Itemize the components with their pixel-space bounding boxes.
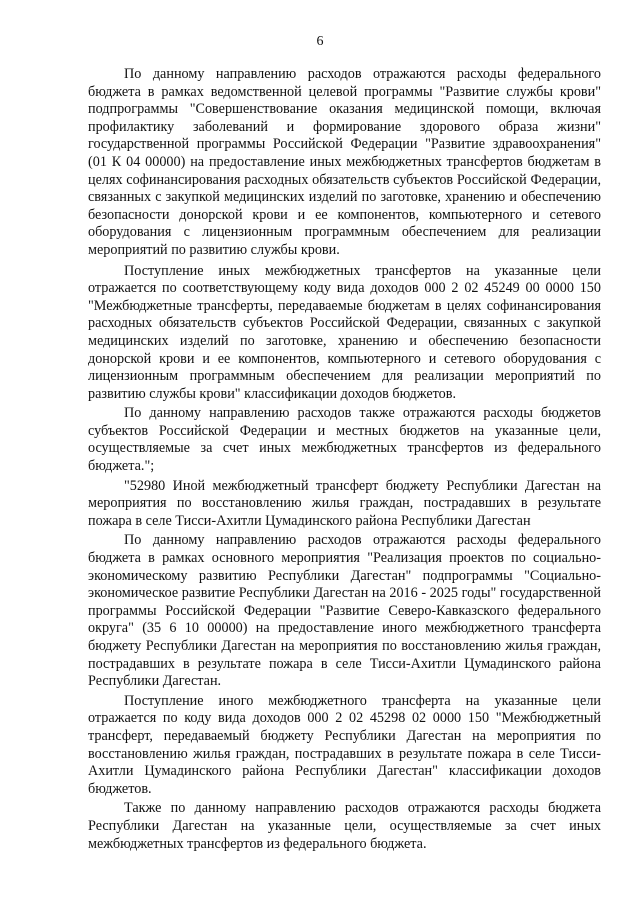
paragraph-blood-service-income: Поступление иных межбюджетных трансфертов на указанные цели отражается по соответствующему коду вида доходов 000 2 02 45249 00 0000 150 "Межбюджетные трансферты, передаваемые бюджетам в целях софинансирования расходных обязательств субъектов Российской Федерации, связанных с закупкой медицинских изделий по заготовке, хранению и обеспечению безопасности донорской крови и ее компонентов, компьютерного и сетевого оборудования с лицензионным программным обеспечением для реализации мероприятий по развитию службы крови" классификации доходов бюджетов. <box>88 262 601 402</box>
page-number: 6 <box>316 34 324 49</box>
paragraph-dagestan-income: Поступление иного межбюджетного трансферта на указанные цели отражается по коду вида доходов 000 2 02 45298 02 0000 150 "Межбюджетный трансферт, передаваемый бюджету Республики Дагестан на мероприятия по восстановлению жилья граждан, пострадавших в результате пожара в селе Тисси-Ахитли Цумадинского района Республики Дагестан" классификации доходов бюджетов. <box>88 692 601 797</box>
paragraph-code-52980-heading: "52980 Иной межбюджетный трансферт бюджету Республики Дагестан на мероприятия по восстановлению жилья граждан, пострадавших в результате пожара в селе Тисси-Ахитли Цумадинского района Республики Дагестан <box>88 477 601 529</box>
paragraph-dagestan-budget-expenses: Также по данному направлению расходов отражаются расходы бюджета Республики Дагестан на указанные цели, осуществляемые за счет иных межбюджетных трансфертов из федерального бюджета. <box>88 800 601 852</box>
paragraph-dagestan-expenses: По данному направлению расходов отражаются расходы федерального бюджета в рамках основного мероприятия "Реализация проектов по социально-экономическому развитию Республики Дагестан" подпрограммы "Социально-экономическое развитие Республики Дагестан на 2016 - 2025 годы" государственной программы Российской Федерации "Развитие Северо-Кавказского федерального округа" (35 6 10 00000) на предоставление иного межбюджетного трансферта бюджету Республики Дагестан на мероприятия по восстановлению жилья граждан, пострадавших в результате пожара в селе Тисси-Ахитли Цумадинского района Республики Дагестан. <box>88 532 601 690</box>
paragraph-blood-service-expenses: По данному направлению расходов отражаются расходы федерального бюджета в рамках ведомственной целевой программы "Развитие службы крови" подпрограммы "Совершенствование оказания медицинской помощи, включая профилактику заболеваний и формирование здорового образа жизни" государственной программы Российской Федерации "Развитие здравоохранения" (01 К 04 00000) на предоставление иных межбюджетных трансфертов бюджетам в целях софинансирования расходных обязательств субъектов Российской Федерации, связанных с закупкой медицинских изделий по заготовке, хранению и обеспечению безопасности донорской крови и ее компонентов, компьютерного и сетевого оборудования с лицензионным программным обеспечением для реализации мероприятий по развитию службы крови. <box>88 66 601 258</box>
document-body <box>88 66 601 853</box>
paragraph-regional-budgets: По данному направлению расходов также отражаются расходы бюджетов субъектов Российской Федерации и местных бюджетов на указанные цели, осуществляемые за счет иных межбюджетных трансфертов из федерального бюджета."; <box>88 405 601 475</box>
